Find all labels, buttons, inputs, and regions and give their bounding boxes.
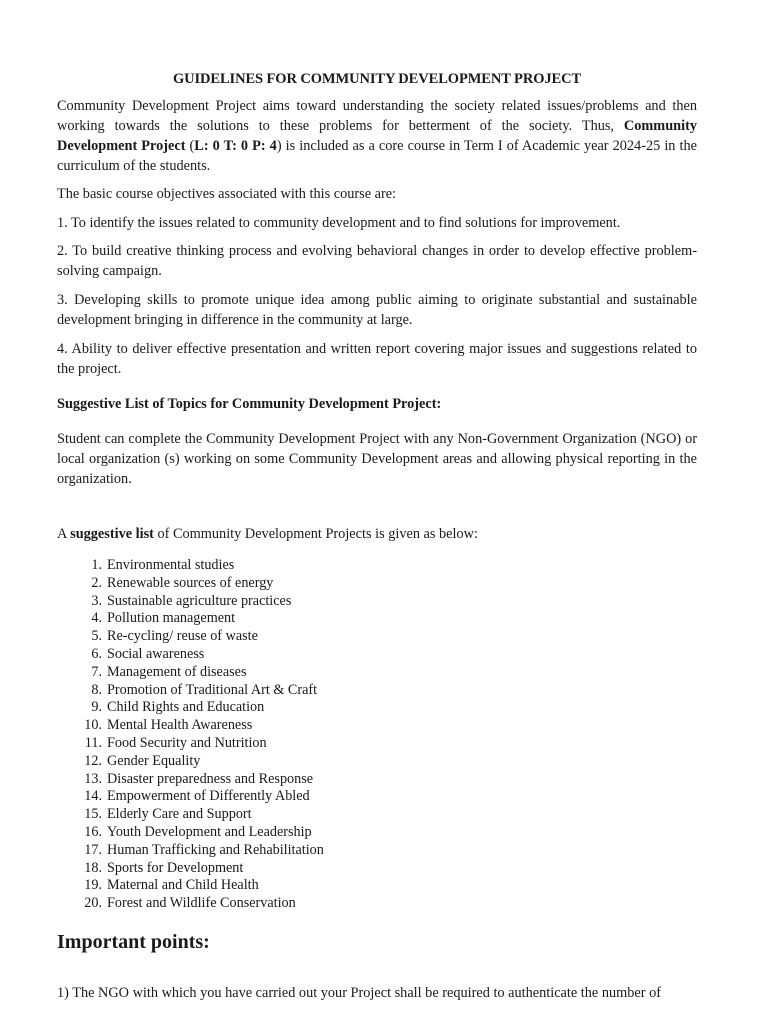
list-item (57, 717, 324, 735)
list-item-number: 13. (84, 770, 102, 787)
intro-paren: ( (185, 138, 195, 154)
list-item-label: Maternal and Child Health (107, 877, 259, 894)
list-item-number: 18. (84, 859, 102, 876)
objective-item: 4. Ability to deliver effective presentation and written report covering major issues and suggestions related to the project. (57, 341, 697, 377)
list-item-label: Renewable sources of energy (107, 574, 274, 591)
topics-list (57, 557, 324, 913)
list-item-label: Mental Health Awareness (107, 717, 253, 734)
list-item-number: 8. (91, 681, 102, 698)
list-item-label: Sports for Development (107, 859, 244, 876)
list-item (57, 699, 324, 717)
intro-text: Community Development Project aims toward understanding the society related issues/problems and then working towards the solutions to these problems for betterment of the society. Thus, (57, 98, 697, 134)
intro-text-after: ) is included as a core course in Term I of Academic year 2024-25 in the curriculum of the students. (57, 138, 697, 174)
list-item (57, 842, 324, 860)
document-title: GUIDELINES FOR COMMUNITY DEVELOPMENT PROJECT (172, 71, 582, 87)
list-item (57, 557, 324, 575)
objective-item: 3. Developing skills to promote unique idea among public aiming to originate substantial and sustainable development bringing in difference in the community at large. (57, 292, 697, 328)
list-item (57, 860, 324, 878)
topics-paragraph: Student can complete the Community Development Project with any Non-Government Organization (NGO) or local organization (s) working on some Community Development areas and allowing physical reporting in the organization. (57, 431, 697, 487)
list-item-number: 16. (84, 823, 102, 840)
list-item-label: Food Security and Nutrition (107, 734, 267, 751)
list-item-label: Re-cycling/ reuse of waste (107, 628, 258, 645)
list-item-number: 1. (91, 557, 102, 573)
list-item-number: 20. (84, 895, 102, 912)
important-point: 1) The NGO with which you have carried out your Project shall be required to authenticate the number of (57, 985, 661, 1001)
list-item-label: Promotion of Traditional Art & Craft (107, 681, 318, 698)
objective-item: 1. To identify the issues related to community development and to find solutions for improvement. (57, 215, 621, 231)
list-item-label: Child Rights and Education (107, 699, 265, 716)
intro-bold-course-name: Community Development Project (57, 118, 697, 154)
objectives-intro: The basic course objectives associated with this course are: (57, 186, 397, 202)
list-item-number: 9. (91, 699, 102, 716)
list-item (57, 664, 324, 682)
list-item-label: Management of diseases (107, 663, 247, 680)
list-item-number: 19. (84, 877, 102, 894)
list-item-number: 2. (91, 574, 102, 591)
list-item-label: Youth Development and Leadership (107, 823, 312, 840)
list-item (57, 877, 324, 895)
list-item-number: 10. (84, 717, 102, 734)
list-item-number: 3. (91, 592, 102, 609)
list-item (57, 610, 324, 628)
list-item (57, 806, 324, 824)
list-item (57, 628, 324, 646)
list-item-label: Forest and Wildlife Conservation (107, 895, 296, 912)
list-item-number: 17. (84, 841, 102, 858)
list-item-number: 4. (91, 610, 102, 627)
list-item (57, 895, 324, 913)
intro-bold-credits: L: 0 T: 0 P: 4 (194, 138, 277, 154)
list-item-number: 5. (91, 628, 102, 645)
list-item-number: 15. (84, 806, 102, 823)
list-item-label: Empowerment of Differently Abled (107, 788, 310, 805)
list-item (57, 646, 324, 664)
list-intro-prefix: A (57, 526, 71, 542)
list-item (57, 753, 324, 771)
list-item-number: 7. (91, 663, 102, 680)
list-item-label: Environmental studies (107, 557, 235, 573)
list-item-number: 12. (84, 752, 102, 769)
list-item (57, 593, 324, 611)
list-intro-suffix: of Community Development Projects is given as below: (153, 526, 478, 542)
list-item-number: 6. (91, 645, 102, 662)
important-heading: Important points: (57, 931, 210, 953)
list-item (57, 788, 324, 806)
list-item-label: Human Trafficking and Rehabilitation (107, 841, 324, 858)
list-item (57, 771, 324, 789)
list-item (57, 735, 324, 753)
list-item (57, 682, 324, 700)
topics-heading: Suggestive List of Topics for Community Development Project: (57, 396, 442, 412)
list-item-number: 11. (84, 734, 102, 751)
list-item-label: Sustainable agriculture practices (107, 592, 292, 609)
list-item (57, 824, 324, 842)
list-item-label: Disaster preparedness and Response (107, 770, 314, 787)
intro-paragraph (57, 96, 697, 176)
list-item-label: Pollution management (107, 610, 236, 627)
list-item-number: 14. (84, 788, 102, 805)
list-intro-bold: suggestive list (70, 526, 154, 542)
list-item-label: Social awareness (107, 645, 205, 662)
list-intro (57, 524, 697, 544)
objective-item: 2. To build creative thinking process and evolving behavioral changes in order to develop effective problem-solving campaign. (57, 243, 697, 279)
list-item-label: Elderly Care and Support (107, 806, 252, 823)
list-item (57, 575, 324, 593)
list-item-label: Gender Equality (107, 752, 201, 769)
